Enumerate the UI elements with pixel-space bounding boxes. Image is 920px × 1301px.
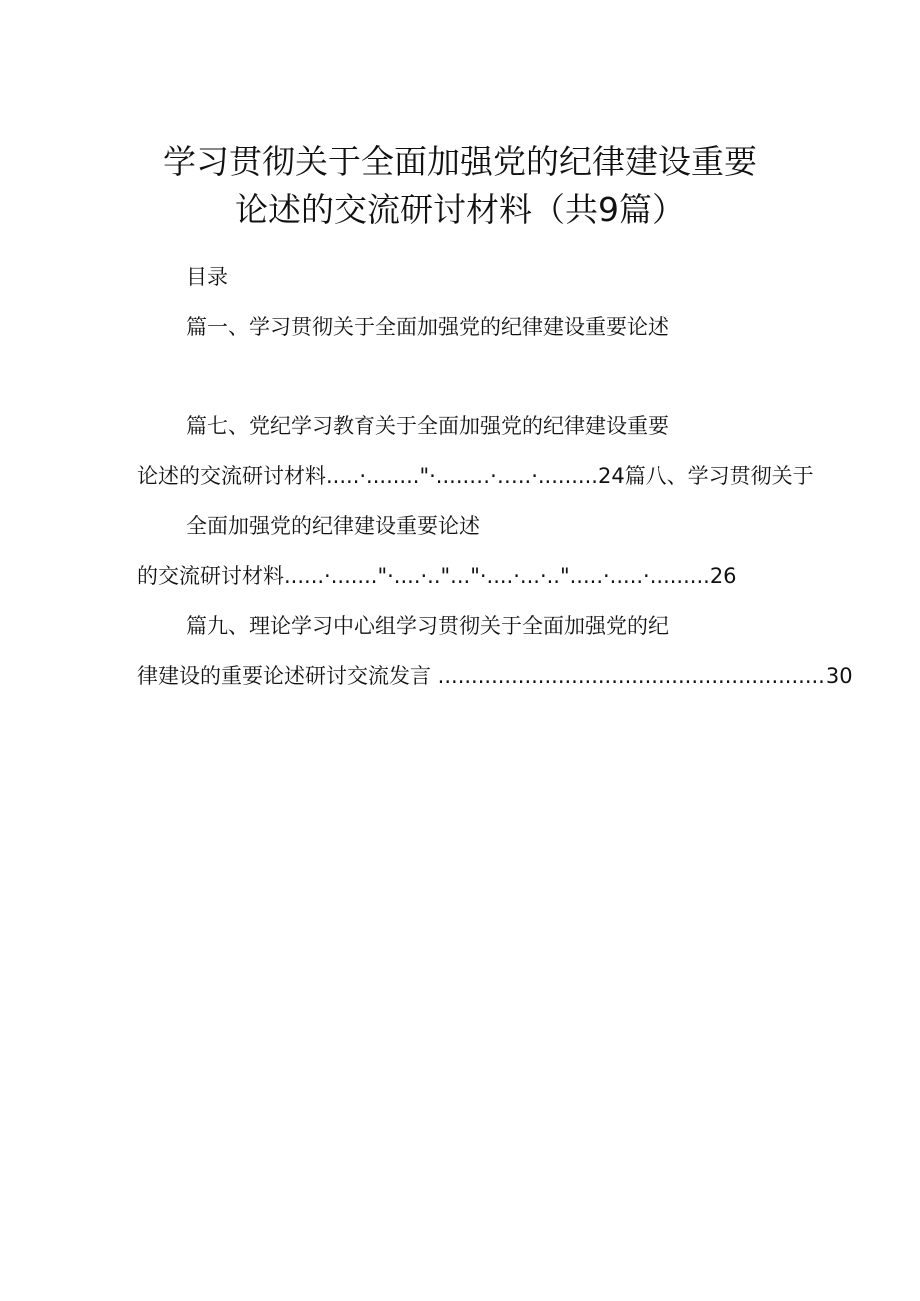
- toc-entry-7-text: 论述的交流研讨材料: [137, 464, 326, 488]
- toc-entry-7-line-2: [137, 461, 814, 491]
- document-title-line-1: 学习贯彻关于全面加强党的纪律建设重要: [163, 142, 757, 181]
- toc-entry-9-line-2: [137, 661, 853, 691]
- document-title-line-2: 论述的交流研讨材料（共9篇）: [235, 190, 685, 229]
- toc-entry-8-line-3: [137, 561, 737, 591]
- toc-entry-7-leader: .....·........"·.....…·…..·.........: [326, 464, 598, 488]
- toc-heading: 目录: [186, 265, 228, 289]
- toc-entry-8-line-2: 全面加强党的纪律建设重要论述: [186, 514, 480, 538]
- toc-entry-8-page-number: 26: [709, 564, 737, 588]
- toc-entry-9-line-1: 篇九、理论学习中心组学习贯彻关于全面加强党的纪: [186, 614, 669, 638]
- toc-entry-1: 篇一、学习贯彻关于全面加强党的纪律建设重要论述: [186, 315, 669, 339]
- toc-entry-9-text: 律建设的重要论述研讨交流发言: [137, 664, 431, 688]
- toc-entry-9-leader: ..........................................................: [431, 664, 825, 688]
- toc-entry-7-line-1: 篇七、党纪学习教育关于全面加强党的纪律建设重要: [186, 414, 669, 438]
- toc-entry-7-page-number: 24: [597, 464, 625, 488]
- toc-entry-8-leader: ......·......."·....·.."..."·....·...·..".....·.....·.........: [284, 564, 710, 588]
- toc-entry-8-text: 的交流研讨材料: [137, 564, 284, 588]
- toc-entry-9-page-number: 30: [825, 664, 853, 688]
- toc-entry-8-line-1: 篇八、学习贯彻关于: [624, 464, 814, 488]
